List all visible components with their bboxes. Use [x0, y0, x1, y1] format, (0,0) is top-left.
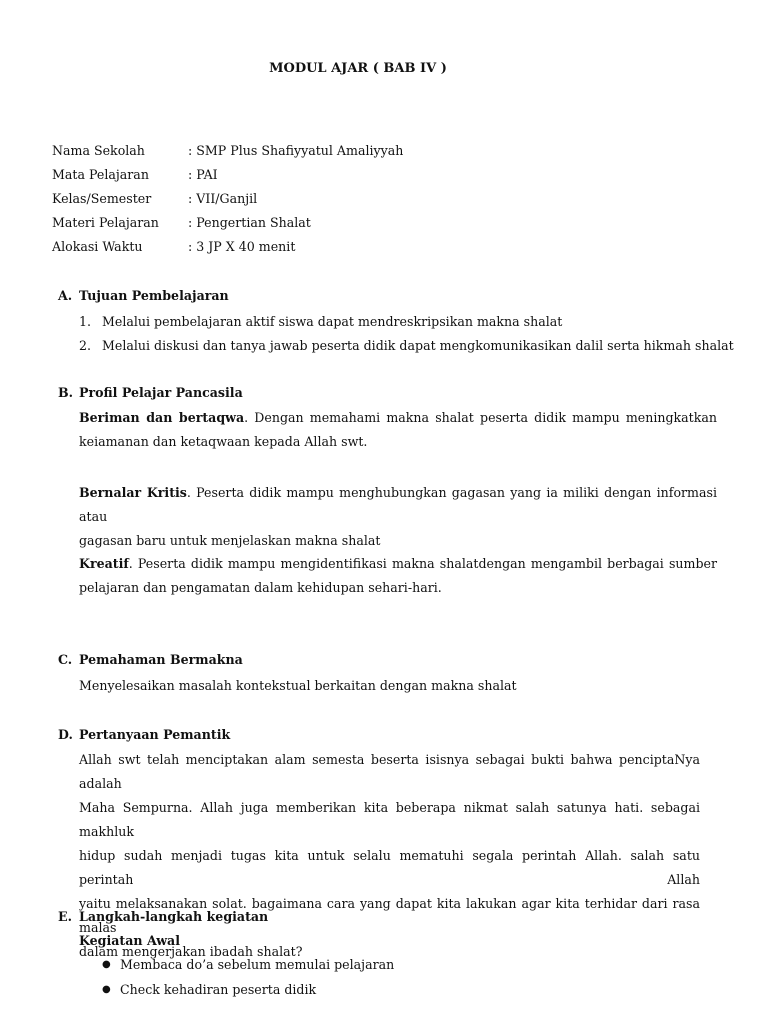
section-e-heading: Langkah-langkah kegiatan	[79, 909, 269, 924]
list-item: Melalui pembelajaran aktif siswa dapat mendreskripsikan makna shalat	[102, 314, 563, 329]
section-c-text: Menyelesaikan masalah kontekstual berkaitan dengan makna shalat	[79, 678, 517, 693]
info-label-time: Alokasi Waktu	[52, 239, 143, 254]
bullet-icon: ●	[102, 984, 111, 995]
section-d-letter: D.	[58, 727, 73, 742]
paragraph-line: dalam mengerjakan ibadah shalat?	[79, 944, 303, 959]
paragraph-line: hidup sudah menjadi tugas kita untuk selalu mematuhi segala perintah Allah. salah satu perintah Allah	[79, 848, 700, 887]
paragraph-line: Bernalar Kritis. Peserta didik mampu menghubungkan gagasan yang ia miliki dengan informasi atau	[79, 485, 717, 524]
paragraph-line: Allah swt telah menciptakan alam semesta beserta isisnya sebagai bukti bahwa penciptaNya adalah	[79, 752, 700, 791]
section-e-letter: E.	[58, 909, 72, 924]
section-c-heading: Pemahaman Bermakna	[79, 652, 243, 667]
paragraph-line: keiamanan dan ketaqwaan kepada Allah swt.	[79, 434, 368, 449]
paragraph-line: Kreatif. Peserta didik mampu mengidentifikasi makna shalatdengan mengambil berbagai sumber	[79, 556, 717, 571]
paragraph-line: gagasan baru untuk menjelaskan makna shalat	[79, 533, 381, 548]
paragraph-bernalar	[79, 481, 717, 553]
section-b-heading: Profil Pelajar Pancasila	[79, 385, 243, 400]
info-label-class: Kelas/Semester	[52, 191, 152, 206]
info-value-time: : 3 JP X 40 menit	[188, 239, 296, 254]
list-number: 2.	[79, 338, 92, 353]
paragraph-line: yaitu melaksanakan solat. bagaimana cara yang dapat kita lakukan agar kita terhidar dari rasa malas	[79, 896, 700, 935]
paragraph-line: pelajaran dan pengamatan dalam kehidupan sehari-hari.	[79, 580, 442, 595]
paragraph-beriman	[79, 406, 717, 454]
bold-term: Beriman dan bertaqwa	[79, 410, 245, 425]
info-value-school: : SMP Plus Shafiyyatul Amaliyyah	[188, 143, 404, 158]
info-value-material: : Pengertian Shalat	[188, 215, 311, 230]
list-item: Check kehadiran peserta didik	[120, 982, 317, 997]
info-value-subject: : PAI	[188, 167, 218, 182]
info-label-subject: Mata Pelajaran	[52, 167, 149, 182]
section-d-heading: Pertanyaan Pemantik	[79, 727, 231, 742]
section-b-letter: B.	[58, 385, 74, 400]
bold-term: Bernalar Kritis	[79, 485, 187, 500]
section-c-letter: C.	[58, 652, 73, 667]
section-e-subheading: Kegiatan Awal	[79, 933, 180, 948]
document-title: MODUL AJAR ( BAB IV )	[269, 61, 447, 76]
paragraph-line: Beriman dan bertaqwa. Dengan memahami makna shalat peserta didik mampu meningkatkan	[79, 410, 717, 425]
paragraph-kreatif	[79, 552, 717, 600]
list-item: Melalui diskusi dan tanya jawab peserta didik dapat mengkomunikasikan dalil serta hikmah shalat	[102, 338, 734, 353]
list-item: Membaca do’a sebelum memulai pelajaran	[120, 957, 395, 972]
info-value-class: : VII/Ganjil	[188, 191, 258, 206]
section-a-heading: Tujuan Pembelajaran	[79, 288, 229, 303]
paragraph-line: Maha Sempurna. Allah juga memberikan kita beberapa nikmat salah satunya hati. sebagai makhluk	[79, 800, 700, 839]
paragraph-pemantik	[79, 748, 700, 964]
bullet-icon: ●	[102, 959, 111, 970]
bold-term: Kreatif	[79, 556, 129, 571]
list-number: 1.	[79, 314, 92, 329]
section-a-letter: A.	[58, 288, 73, 303]
info-label-school: Nama Sekolah	[52, 143, 145, 158]
info-label-material: Materi Pelajaran	[52, 215, 159, 230]
